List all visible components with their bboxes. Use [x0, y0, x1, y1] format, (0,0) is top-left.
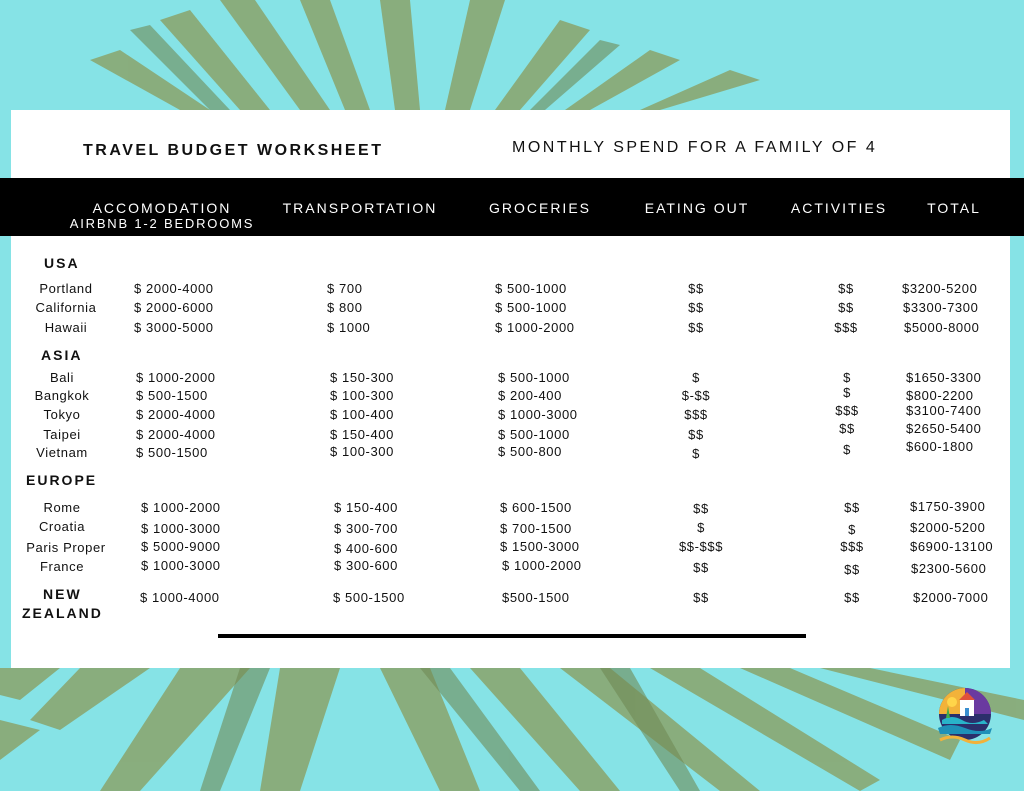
- city-name: Portland: [39, 281, 93, 296]
- activities-rating: $$$: [835, 403, 859, 418]
- accommodation-cost: $ 2000-4000: [136, 407, 216, 422]
- groceries-cost: $ 1000-2000: [502, 558, 582, 573]
- city-name: California: [35, 300, 97, 315]
- activities-rating: $$: [838, 281, 854, 296]
- city-name: Rome: [43, 500, 81, 515]
- groceries-cost: $ 200-400: [498, 388, 562, 403]
- accommodation-cost: $ 2000-4000: [134, 281, 214, 296]
- transportation-cost: $ 300-600: [334, 558, 398, 573]
- total-cost: $600-1800: [906, 439, 974, 454]
- region-label-europe: EUROPE: [26, 472, 98, 488]
- eating-out-rating: $: [692, 446, 700, 461]
- groceries-cost: $ 1500-3000: [500, 539, 580, 554]
- city-name: Vietnam: [36, 445, 88, 460]
- groceries-cost: $ 1000-2000: [495, 320, 575, 335]
- accommodation-cost: $ 2000-6000: [134, 300, 214, 315]
- page-title: TRAVEL BUDGET WORKSHEET: [83, 142, 384, 159]
- groceries-cost: $ 500-1000: [498, 370, 570, 385]
- transportation-cost: $ 150-300: [330, 370, 394, 385]
- transportation-cost: $ 100-300: [330, 444, 394, 459]
- activities-rating: $$: [839, 421, 855, 436]
- city-name: Bangkok: [34, 388, 90, 403]
- activities-rating: $$$: [834, 320, 858, 335]
- activities-rating: $$: [844, 500, 860, 515]
- city-name: Taipei: [43, 427, 81, 442]
- total-cost: $2000-5200: [910, 520, 986, 535]
- region-label-asia: ASIA: [41, 347, 83, 363]
- activities-rating: $$$: [840, 539, 864, 554]
- total-cost: $2650-5400: [906, 421, 982, 436]
- column-header-eating-out: EATING OUT: [644, 200, 750, 216]
- accommodation-cost: $ 1000-3000: [141, 558, 221, 573]
- region-label-new-zealand-line2: ZEALAND: [22, 605, 103, 621]
- groceries-cost: $ 600-1500: [500, 500, 572, 515]
- eating-out-rating: $$-$$$: [678, 539, 724, 554]
- transportation-cost: $ 150-400: [334, 500, 398, 515]
- groceries-cost: $ 500-1000: [495, 281, 567, 296]
- total-cost: $3200-5200: [902, 281, 978, 296]
- accommodation-cost: $ 500-1500: [136, 445, 208, 460]
- groceries-cost: $ 500-800: [498, 444, 562, 459]
- eating-out-rating: $$: [693, 590, 709, 605]
- city-name: Tokyo: [43, 407, 81, 422]
- eating-out-rating: $: [692, 370, 700, 385]
- city-name: Croatia: [38, 519, 86, 534]
- transportation-cost: $ 800: [327, 300, 363, 315]
- transportation-cost: $ 700: [327, 281, 363, 296]
- eating-out-rating: $$: [688, 320, 704, 335]
- accommodation-cost: $ 5000-9000: [141, 539, 221, 554]
- accommodation-cost: $ 1000-2000: [136, 370, 216, 385]
- groceries-cost: $ 1000-3000: [498, 407, 578, 422]
- column-header-activities: ACTIVITIES: [790, 200, 888, 216]
- accommodation-cost: $ 500-1500: [136, 388, 208, 403]
- total-cost: $800-2200: [906, 388, 974, 403]
- column-header-groceries: GROCERIES: [488, 200, 591, 216]
- column-header-label: ACCOMODATION: [92, 200, 232, 216]
- total-cost: $6900-13100: [910, 539, 994, 554]
- activities-rating: $: [848, 522, 856, 537]
- accommodation-cost: $ 2000-4000: [136, 427, 216, 442]
- total-cost: $1750-3900: [910, 499, 986, 514]
- column-header-accommodation: [62, 200, 262, 231]
- city-name: Paris Proper: [26, 540, 106, 555]
- activities-rating: $: [843, 385, 851, 400]
- groceries-cost: $ 500-1000: [498, 427, 570, 442]
- eating-out-rating: $-$$: [681, 388, 711, 403]
- accommodation-cost: $ 1000-3000: [141, 521, 221, 536]
- activities-rating: $: [843, 442, 851, 457]
- activities-rating: $: [843, 370, 851, 385]
- column-header-transportation: TRANSPORTATION: [282, 200, 438, 216]
- accommodation-cost: $ 1000-2000: [141, 500, 221, 515]
- transportation-cost: $ 400-600: [334, 541, 398, 556]
- eating-out-rating: $$: [688, 300, 704, 315]
- city-name: France: [39, 559, 85, 574]
- total-cost: $3100-7400: [906, 403, 982, 418]
- accommodation-cost: $ 1000-4000: [140, 590, 220, 605]
- activities-rating: $$: [838, 300, 854, 315]
- total-cost: $1650-3300: [906, 370, 982, 385]
- transportation-cost: $ 300-700: [334, 521, 398, 536]
- eating-out-rating: $$: [693, 501, 709, 516]
- groceries-cost: $500-1500: [502, 590, 570, 605]
- total-cost: $5000-8000: [904, 320, 980, 335]
- column-header-total: TOTAL: [927, 200, 981, 216]
- transportation-cost: $ 1000: [327, 320, 371, 335]
- groceries-cost: $ 500-1000: [495, 300, 567, 315]
- total-cost: $2300-5600: [911, 561, 987, 576]
- city-name: Bali: [49, 370, 75, 385]
- region-label-usa: USA: [44, 255, 80, 271]
- eating-out-rating: $$: [688, 281, 704, 296]
- groceries-cost: $ 700-1500: [500, 521, 572, 536]
- activities-rating: $$: [844, 562, 860, 577]
- transportation-cost: $ 500-1500: [333, 590, 405, 605]
- page-subtitle: MONTHLY SPEND FOR A FAMILY OF 4: [512, 139, 878, 156]
- accommodation-cost: $ 3000-5000: [134, 320, 214, 335]
- transportation-cost: $ 100-400: [330, 407, 394, 422]
- column-header-sublabel: AIRBNB 1-2 BEDROOMS: [69, 216, 255, 231]
- eating-out-rating: $: [697, 520, 705, 535]
- total-cost: $2000-7000: [913, 590, 989, 605]
- transportation-cost: $ 150-400: [330, 427, 394, 442]
- eating-out-rating: $$: [693, 560, 709, 575]
- eating-out-rating: $$: [688, 427, 704, 442]
- transportation-cost: $ 100-300: [330, 388, 394, 403]
- travel-brand-logo-icon: [932, 684, 998, 750]
- total-cost: $3300-7300: [903, 300, 979, 315]
- eating-out-rating: $$$: [684, 407, 708, 422]
- divider-line: [218, 634, 806, 638]
- city-name: Hawaii: [44, 320, 88, 335]
- activities-rating: $$: [844, 590, 860, 605]
- region-label-new-zealand-line1: NEW: [43, 586, 82, 602]
